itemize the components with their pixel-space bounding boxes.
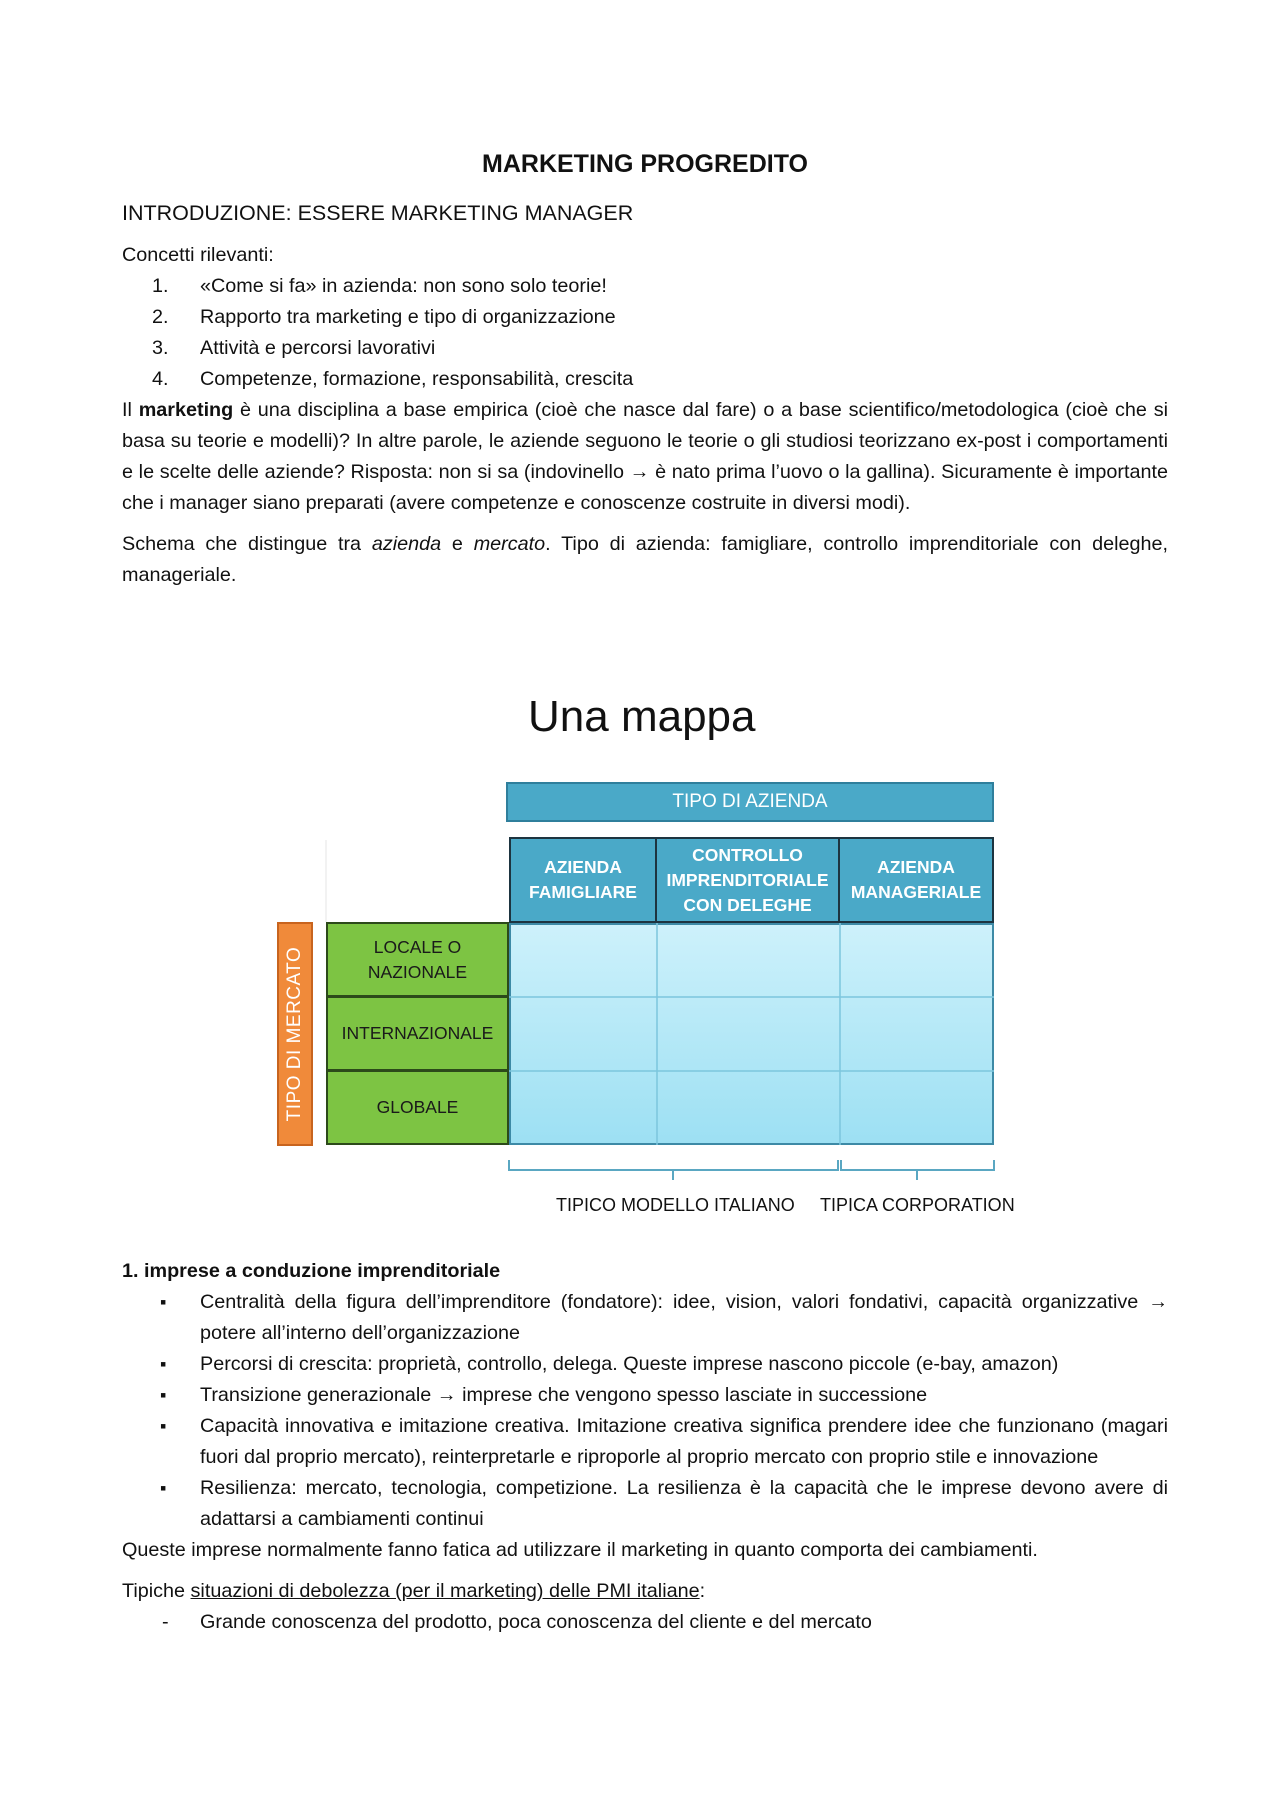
italic-term: mercato xyxy=(473,533,546,555)
text-run: e xyxy=(441,533,474,555)
text-run: Il xyxy=(122,399,139,421)
italic-term: azienda xyxy=(371,533,442,555)
list-item: 1. «Come si fa» in azienda: non sono solo teorie! xyxy=(174,271,1168,302)
section-1 xyxy=(122,1256,1168,1638)
section-1-closing: Queste imprese normalmente fanno fatica ad utilizzare il marketing in quanto comporta dei cambiamenti. xyxy=(122,1539,1038,1561)
concepts-label: Concetti rilevanti: xyxy=(122,244,274,266)
column-header-managerial: AZIENDA MANAGERIALE xyxy=(838,837,994,923)
text-run: Schema che distingue tra xyxy=(122,533,372,555)
caption-italian-model: TIPICO MODELLO ITALIANO xyxy=(556,1195,795,1215)
list-item: 2. Rapporto tra marketing e tipo di organizzazione xyxy=(174,302,1168,333)
section-heading: INTRODUZIONE: ESSERE MARKETING MANAGER xyxy=(122,201,634,225)
row-header-local: LOCALE O NAZIONALE xyxy=(326,922,509,997)
list-item: 3. Attività e percorsi lavorativi xyxy=(174,333,1168,364)
section-1-bullets xyxy=(122,1287,1168,1535)
weakness-intro xyxy=(122,1576,1168,1607)
page-title: MARKETING PROGREDITO xyxy=(482,150,808,178)
right-bracket xyxy=(841,1160,994,1170)
column-header-entrepreneurial: CONTROLLO IMPRENDITORIALE CON DELEGHE xyxy=(655,837,840,923)
column-header-family: AZIENDA FAMIGLIARE xyxy=(509,837,657,923)
text-run: : xyxy=(699,1580,706,1602)
caption-corporation: TIPICA CORPORATION xyxy=(820,1195,1015,1215)
diagram-title: Una mappa xyxy=(528,692,756,741)
row-header-international: INTERNAZIONALE xyxy=(326,996,509,1071)
bold-term: marketing xyxy=(138,399,234,421)
list-item: ▪ Centralità della figura dell’imprenditore (fondatore): idee, vision, valori fondativi, capacità organizzative → potere all’interno dell’organizzazione xyxy=(200,1287,1168,1349)
list-item: ▪ Transizione generazionale → imprese che vengono spesso lasciate in successione xyxy=(200,1380,1168,1411)
market-type-label: TIPO DI MERCATO xyxy=(284,946,305,1122)
section-1-heading: 1. imprese a conduzione imprenditoriale xyxy=(122,1260,501,1282)
list-item: ▪ Capacità innovativa e imitazione creativa. Imitazione creativa significa prendere idee che funzionano (magari fuori dal proprio mercato), reinterpretarle e riproporle al proprio mercato con proprio stile e innovazione xyxy=(200,1411,1168,1473)
left-bracket xyxy=(509,1160,838,1170)
list-item: - Grande conoscenza del prodotto, poca conoscenza del cliente e del mercato xyxy=(200,1607,1168,1638)
underlined-text: situazioni di debolezza (per il marketing) delle PMI italiane xyxy=(190,1580,700,1602)
list-item: ▪ Percorsi di crescita: proprietà, controllo, delega. Queste imprese nascono piccole (e-bay, amazon) xyxy=(200,1349,1168,1380)
weakness-list xyxy=(122,1607,1168,1638)
text-run: è una disciplina a base empirica (cioè che nasce dal fare) o a base scientifico/metodologica (cioè che si basa su teorie e modelli)? In altre parole, le aziende seguono le teorie o gli studiosi teorizzano ex-post i comportamenti e le scelte delle aziende? Risposta: non si sa (indovinello → è nato prima l’uovo o la gallina). Sicuramente è importante che i manager siano preparati (avere competenze e conoscenze costruite in diversi modi). xyxy=(122,399,1169,514)
row-header-global: GLOBALE xyxy=(326,1070,509,1145)
text-run: . Tipo di azienda: famigliare, controllo imprenditoriale con deleghe, manageriale. xyxy=(122,533,1168,586)
text-run: Tipiche xyxy=(122,1580,191,1602)
list-item: 4. Competenze, formazione, responsabilità, crescita xyxy=(174,364,1168,395)
list-item: ▪ Resilienza: mercato, tecnologia, competizione. La resilienza è la capacità che le imprese devono avere di adattarsi a cambiamenti continui xyxy=(200,1473,1168,1535)
company-type-header: TIPO DI AZIENDA xyxy=(506,782,994,822)
